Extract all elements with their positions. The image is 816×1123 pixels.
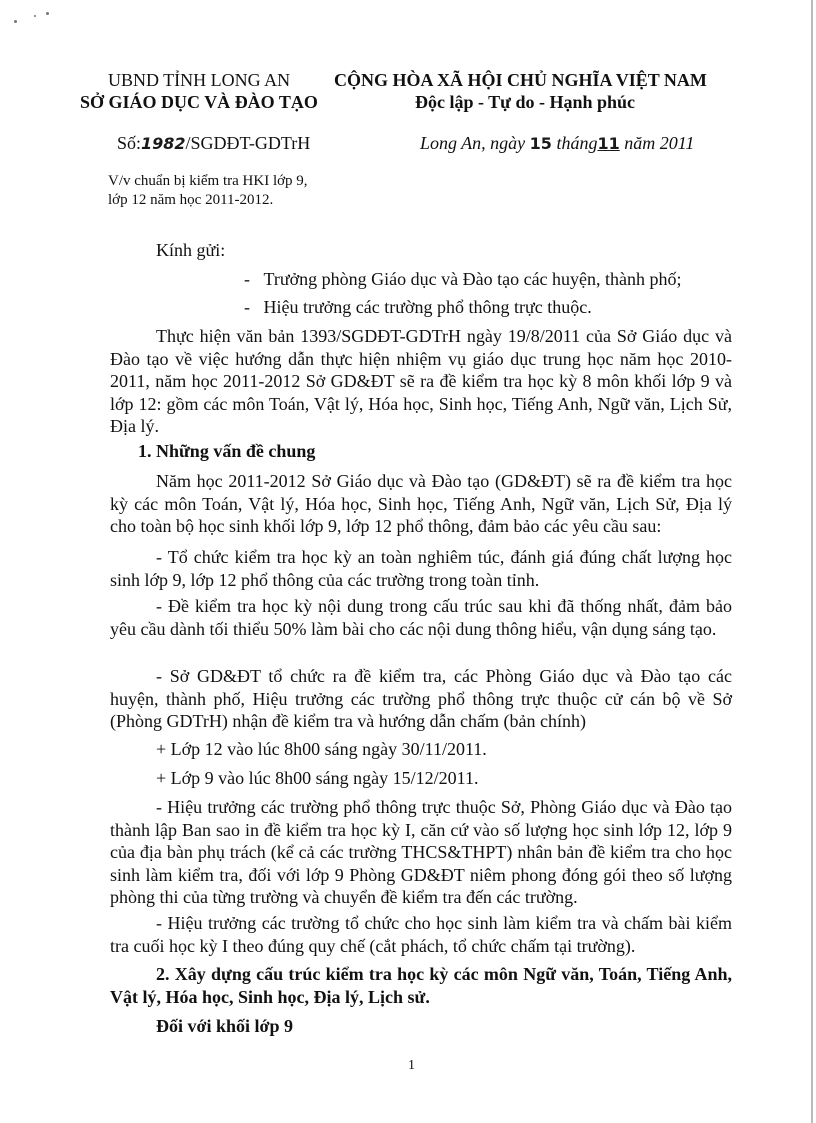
section-1-paragraph-4: - Sở GD&ĐT tổ chức ra đề kiểm tra, các Phòng Giáo dục và Đào tạo các huyện, thành phố, Hiệu trưởng các trường phổ thông trực thuộc cử cán bộ về Sở (Phòng GDTrH) nhận đề kiểm tra và hướng dẫn chấm (bản chính) [110, 666, 732, 731]
date-day-handwritten: 15 [529, 134, 552, 153]
section-2-title: 2. Xây dựng cấu trúc kiểm tra học kỳ các môn Ngữ văn, Toán, Tiếng Anh, Vật lý, Hóa học, Sinh học, Địa lý, Lịch sử. [110, 964, 732, 1007]
recipient-1-text: Trưởng phòng Giáo dục và Đào tạo các huyện, thành phố; [263, 269, 682, 289]
date-month-handwritten: 11 [597, 134, 620, 153]
section-2-subtitle: Đối với khối lớp 9 [156, 1016, 293, 1036]
section-1-paragraph-1: Năm học 2011-2012 Sở Giáo dục và Đào tạo (GD&ĐT) sẽ ra đề kiểm tra học kỳ các môn Toán, Vật lý, Hóa học, Sinh học, Tiếng Anh, Ngữ văn, Lịch Sử, Địa lý cho toàn bộ học sinh khối lớp 9, lớp 12 phổ thông, đảm bảo các yêu cầu sau: [110, 471, 732, 536]
recipient-2: - Hiệu trưởng các trường phổ thông trực thuộc. [244, 297, 592, 317]
national-motto: Độc lập - Tự do - Hạnh phúc [415, 92, 636, 112]
recipient-2-text: Hiệu trưởng các trường phổ thông trực thuộc. [263, 297, 592, 317]
subject-line-1: V/v chuẩn bị kiểm tra HKI lớp 9, [108, 173, 308, 189]
section-1-paragraph-8: - Hiệu trưởng các trường tổ chức cho học sinh làm kiểm tra và chấm bài kiểm tra cuối học kỳ I theo đúng quy chế (cắt phách, tổ chức chấm tại trường). [110, 913, 732, 956]
section-1-paragraph-7: - Hiệu trưởng các trường phổ thông trực thuộc Sở, Phòng Giáo dục và Đào tạo thành lập Ban sao in đề kiểm tra học kỳ I, căn cứ vào số lượng học sinh lớp 12, lớp 9 của địa bàn phụ trách (kể cả các trường THCS&THPT) nhân bản đề kiểm tra cho học sinh làm kiểm tra, đối với lớp 9 Phòng GD&ĐT niêm phong đóng gói theo số lượng phòng thi của từng trường và chuyển đề kiểm tra đến các trường. [110, 797, 732, 907]
national-title: CỘNG HÒA XÃ HỘI CHỦ NGHĨA VIỆT NAM [334, 70, 707, 90]
subject-line-2: lớp 12 năm học 2011-2012. [108, 192, 274, 208]
greeting: Kính gửi: [156, 240, 226, 260]
scan-speck [14, 20, 17, 23]
scan-edge [811, 0, 813, 1123]
date-month-label: tháng [556, 133, 598, 153]
department-name: SỞ GIÁO DỤC VÀ ĐÀO TẠO [80, 92, 318, 112]
date-year: năm 2011 [624, 133, 695, 153]
section-1-title: 1. Những vấn đề chung [138, 441, 316, 461]
section-1-paragraph-2: - Tổ chức kiểm tra học kỳ an toàn nghiêm túc, đánh giá đúng chất lượng học sinh lớp 9, lớp 12 phổ thông của các trường trong toàn tỉnh. [110, 547, 732, 590]
document-number [117, 133, 310, 154]
document-number-suffix: /SGDĐT-GDTrH [185, 133, 311, 153]
document-number-prefix: Số: [117, 133, 142, 153]
section-1-paragraph-5: + Lớp 12 vào lúc 8h00 sáng ngày 30/11/2011. [156, 739, 487, 759]
section-1-paragraph-6: + Lớp 9 vào lúc 8h00 sáng ngày 15/12/2011. [156, 768, 479, 788]
recipient-1: - Trưởng phòng Giáo dục và Đào tạo các huyện, thành phố; [244, 269, 682, 289]
document-date [420, 133, 694, 154]
document-number-handwritten: 1982 [141, 134, 186, 153]
agency-name: UBND TỈNH LONG AN [108, 70, 291, 90]
section-1-paragraph-3: - Đề kiểm tra học kỳ nội dung trong cấu trúc sau khi đã thống nhất, đảm bảo yêu cầu dành tối thiểu 50% làm bài cho các nội dung thông hiểu, vận dụng sáng tạo. [110, 596, 732, 639]
scan-speck [34, 15, 36, 17]
scan-speck [46, 12, 49, 15]
page-number: 1 [408, 1058, 415, 1073]
date-prefix: Long An, ngày [420, 133, 526, 153]
intro-paragraph: Thực hiện văn bản 1393/SGDĐT-GDTrH ngày 19/8/2011 của Sở Giáo dục và Đào tạo về việc hướng dẫn thực hiện nhiệm vụ giáo dục trung học năm học 2010-2011, năm học 2011-2012 Sở GD&ĐT sẽ ra đề kiểm tra học kỳ 8 môn khối lớp 9 và lớp 12: gồm các môn Toán, Vật lý, Hóa học, Sinh học, Tiếng Anh, Ngữ văn, Lịch Sử, Địa lý. [110, 326, 732, 436]
